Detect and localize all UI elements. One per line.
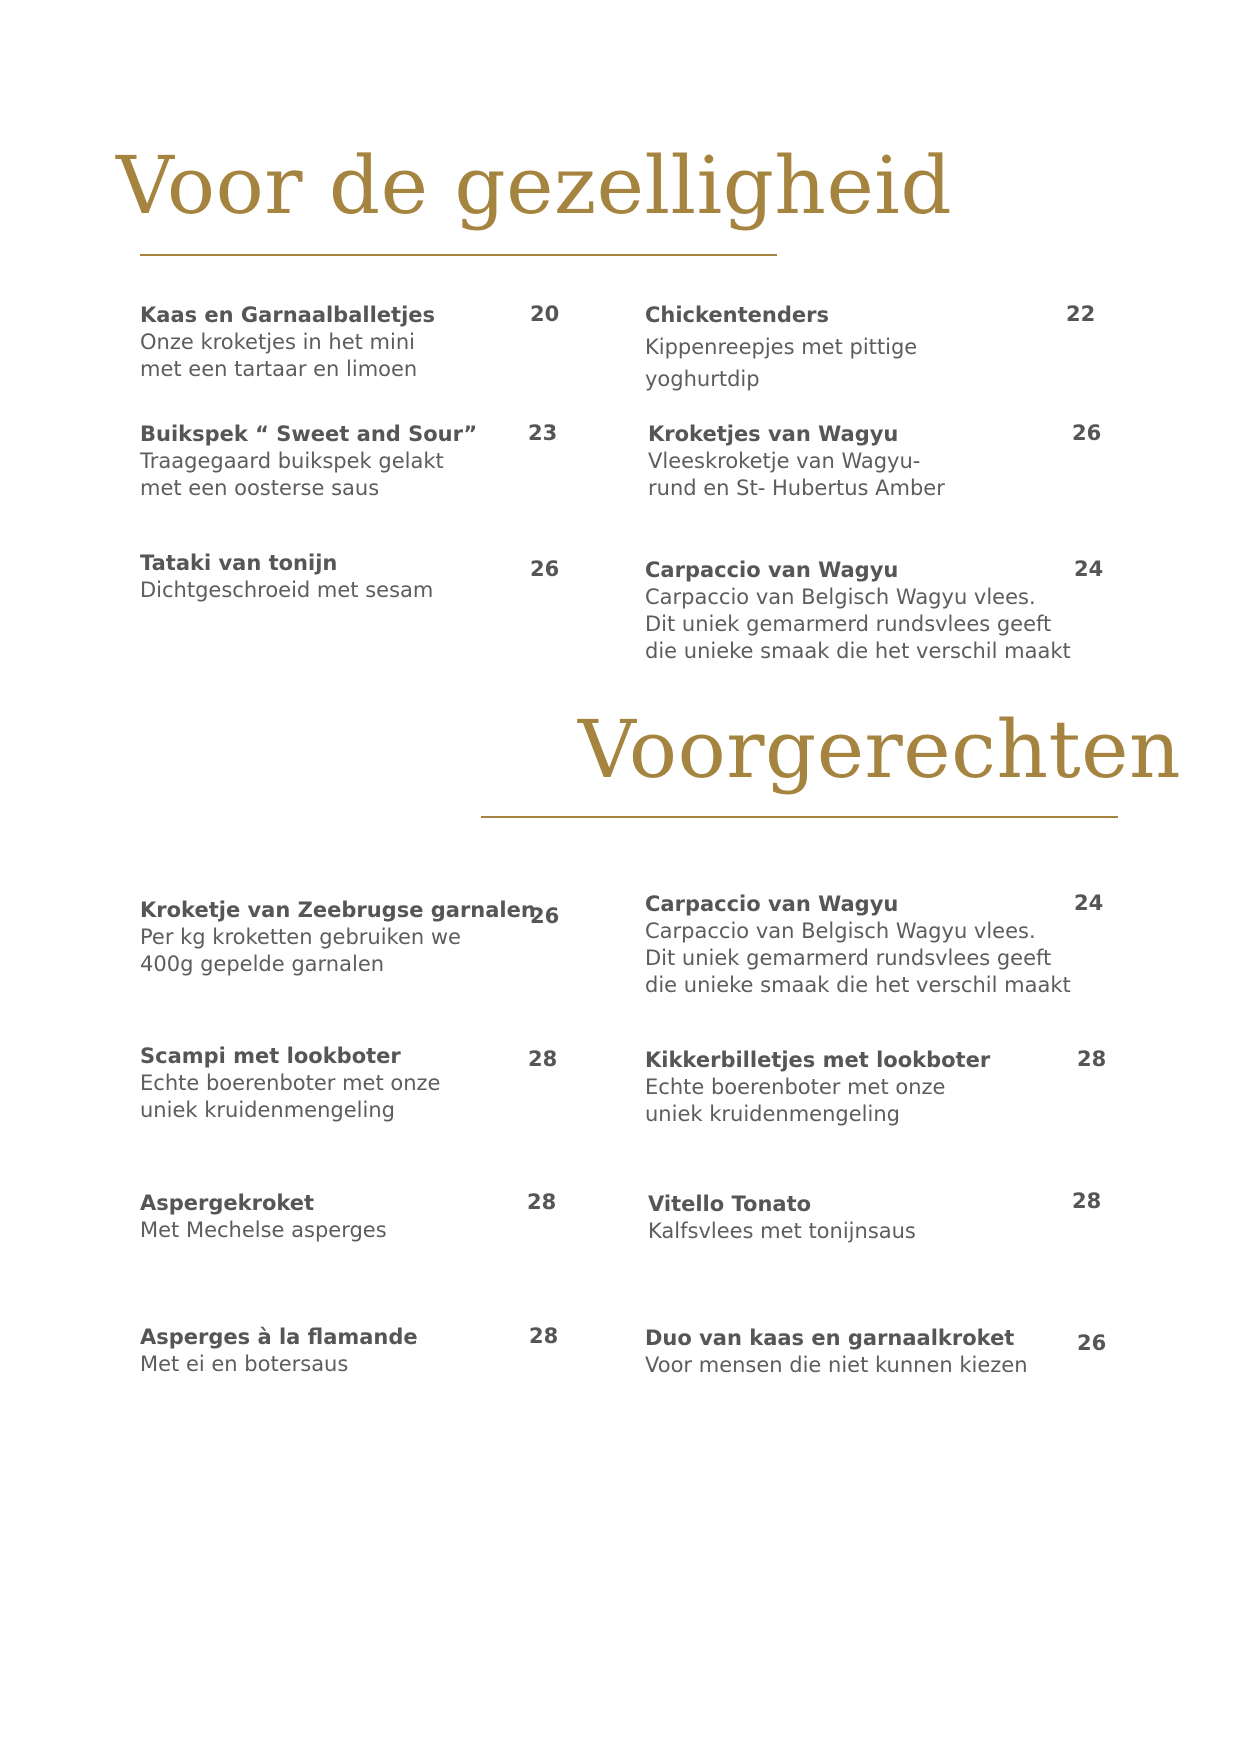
menu-item-name: Carpaccio van Wagyu xyxy=(645,892,899,916)
section-divider xyxy=(140,254,777,256)
menu-item-description: Kalfsvlees met tonijnsaus xyxy=(648,1219,916,1243)
section-title-voorgerechten: Voorgerechten xyxy=(578,703,1181,796)
menu-item-name: Aspergekroket xyxy=(140,1191,315,1215)
menu-item-description: Traagegaard buikspek gelakt met een oosterse saus xyxy=(140,449,444,500)
menu-item xyxy=(140,1043,440,1124)
menu-item-name: Scampi met lookboter xyxy=(140,1044,401,1068)
menu-item-price: 26 xyxy=(1077,1331,1107,1355)
menu-item-name: Asperges à la flamande xyxy=(140,1325,418,1349)
menu-item xyxy=(140,897,536,978)
menu-item-price: 24 xyxy=(1074,891,1104,915)
menu-item xyxy=(140,1190,387,1244)
section-divider xyxy=(481,816,1118,818)
menu-item-name: Carpaccio van Wagyu xyxy=(645,558,899,582)
menu-item-description: Kippenreepjes met pittige yoghurtdip xyxy=(645,335,918,391)
menu-item-price: 26 xyxy=(530,904,560,928)
menu-item xyxy=(140,1324,418,1378)
menu-item-description: Met ei en botersaus xyxy=(140,1352,349,1376)
section-title-voor-de-gezelligheid: Voor de gezelligheid xyxy=(116,139,953,232)
menu-item-description: Carpaccio van Belgisch Wagyu vlees. Dit uniek gemarmerd rundsvlees geeft die unieke smaak die het verschil maakt xyxy=(645,919,1071,997)
menu-item-description: Met Mechelse asperges xyxy=(140,1218,387,1242)
menu-item xyxy=(140,302,435,383)
menu-item xyxy=(645,1325,1028,1379)
menu-item-description: Per kg kroketten gebruiken we 400g gepelde garnalen xyxy=(140,925,461,976)
menu-item-name: Kikkerbilletjes met lookboter xyxy=(645,1048,991,1072)
menu-item-name: Kroketje van Zeebrugse garnalen xyxy=(140,898,536,922)
menu-item xyxy=(648,421,945,502)
menu-item-name: Kaas en Garnaalballetjes xyxy=(140,303,436,327)
menu-item-description: Onze kroketjes in het mini met een tartaar en limoen xyxy=(140,330,418,381)
menu-item-description: Voor mensen die niet kunnen kiezen xyxy=(645,1353,1028,1377)
menu-item-description: Echte boerenboter met onze uniek kruidenmengeling xyxy=(140,1071,441,1122)
menu-item xyxy=(648,1191,916,1245)
menu-item-name: Kroketjes van Wagyu xyxy=(648,422,899,446)
menu-item-price: 28 xyxy=(1072,1189,1102,1213)
menu-item-name: Chickentenders xyxy=(645,303,829,327)
menu-item-price: 28 xyxy=(527,1190,557,1214)
menu-item-description: Echte boerenboter met onze uniek kruidenmengeling xyxy=(645,1075,946,1126)
menu-item xyxy=(140,421,477,502)
menu-item-price: 20 xyxy=(530,302,560,326)
menu-item-price: 28 xyxy=(529,1324,559,1348)
menu-item xyxy=(645,891,1071,999)
menu-item-description: Carpaccio van Belgisch Wagyu vlees. Dit uniek gemarmerd rundsvlees geeft die unieke smaak die het verschil maakt xyxy=(645,585,1071,663)
menu-item-price: 24 xyxy=(1074,557,1104,581)
menu-item-name: Duo van kaas en garnaalkroket xyxy=(645,1326,1015,1350)
menu-item-price: 28 xyxy=(528,1047,558,1071)
menu-item-price: 26 xyxy=(1072,421,1102,445)
menu-item-name: Vitello Tonato xyxy=(648,1192,812,1216)
menu-item xyxy=(645,302,917,395)
menu-item-price: 23 xyxy=(528,421,558,445)
menu-item-name: Buikspek “ Sweet and Sour” xyxy=(140,422,478,446)
menu-item-name: Tataki van tonijn xyxy=(140,551,338,575)
menu-item-price: 22 xyxy=(1066,302,1096,326)
menu-item xyxy=(645,1047,990,1128)
menu-item-price: 26 xyxy=(530,557,560,581)
menu-item-description: Dichtgeschroeid met sesam xyxy=(140,578,434,602)
menu-item xyxy=(645,557,1071,665)
menu-item-price: 28 xyxy=(1077,1047,1107,1071)
menu-item xyxy=(140,550,433,604)
menu-item-description: Vleeskroketje van Wagyu- rund en St- Hubertus Amber xyxy=(648,449,945,500)
